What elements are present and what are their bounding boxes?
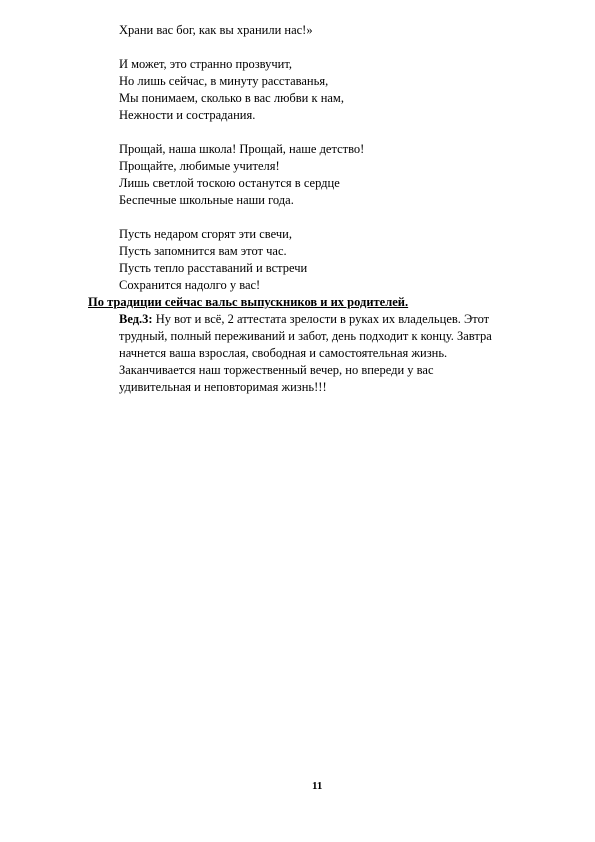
poem-line: Пусть запомнится вам этот час. bbox=[119, 244, 287, 258]
speech-text: Ну вот и всё, 2 аттестата зрелости в руках их владельцев. Этот bbox=[152, 312, 490, 326]
poem-line: Нежности и сострадания. bbox=[119, 108, 256, 122]
poem-line: Храни вас бог, как вы хранили нас!» bbox=[119, 23, 313, 37]
speech-line: начнется ваша взрослая, свободная и самостоятельная жизнь. bbox=[119, 346, 448, 360]
poem-line: Сохранится надолго у вас! bbox=[119, 278, 261, 292]
poem-line: Прощайте, любимые учителя! bbox=[119, 159, 280, 173]
poem-line: Но лишь сейчас, в минуту расставанья, bbox=[119, 74, 329, 88]
page-number: 11 bbox=[312, 780, 323, 792]
stage-direction: По традиции сейчас вальс выпускников и их родителей. bbox=[88, 295, 409, 309]
poem-line: Пусть недаром сгорят эти свечи, bbox=[119, 227, 292, 241]
poem-line: И может, это странно прозвучит, bbox=[119, 57, 293, 71]
poem-line: Пусть тепло расставаний и встречи bbox=[119, 261, 308, 275]
poem-line: Лишь светлой тоскою останутся в сердце bbox=[119, 176, 340, 190]
speech-first-line bbox=[119, 311, 489, 327]
speaker-label: Вед.3: bbox=[119, 312, 153, 326]
poem-line: Прощай, наша школа! Прощай, наше детство! bbox=[119, 142, 365, 156]
poem-line: Мы понимаем, сколько в вас любви к нам, bbox=[119, 91, 344, 105]
poem-line: Беспечные школьные наши года. bbox=[119, 193, 294, 207]
speech-line: трудный, полный переживаний и забот, день подходит к концу. Завтра bbox=[119, 329, 492, 343]
speech-line: Заканчивается наш торжественный вечер, но впереди у вас bbox=[119, 363, 434, 377]
speech-line: удивительная и неповторимая жизнь!!! bbox=[119, 380, 327, 394]
